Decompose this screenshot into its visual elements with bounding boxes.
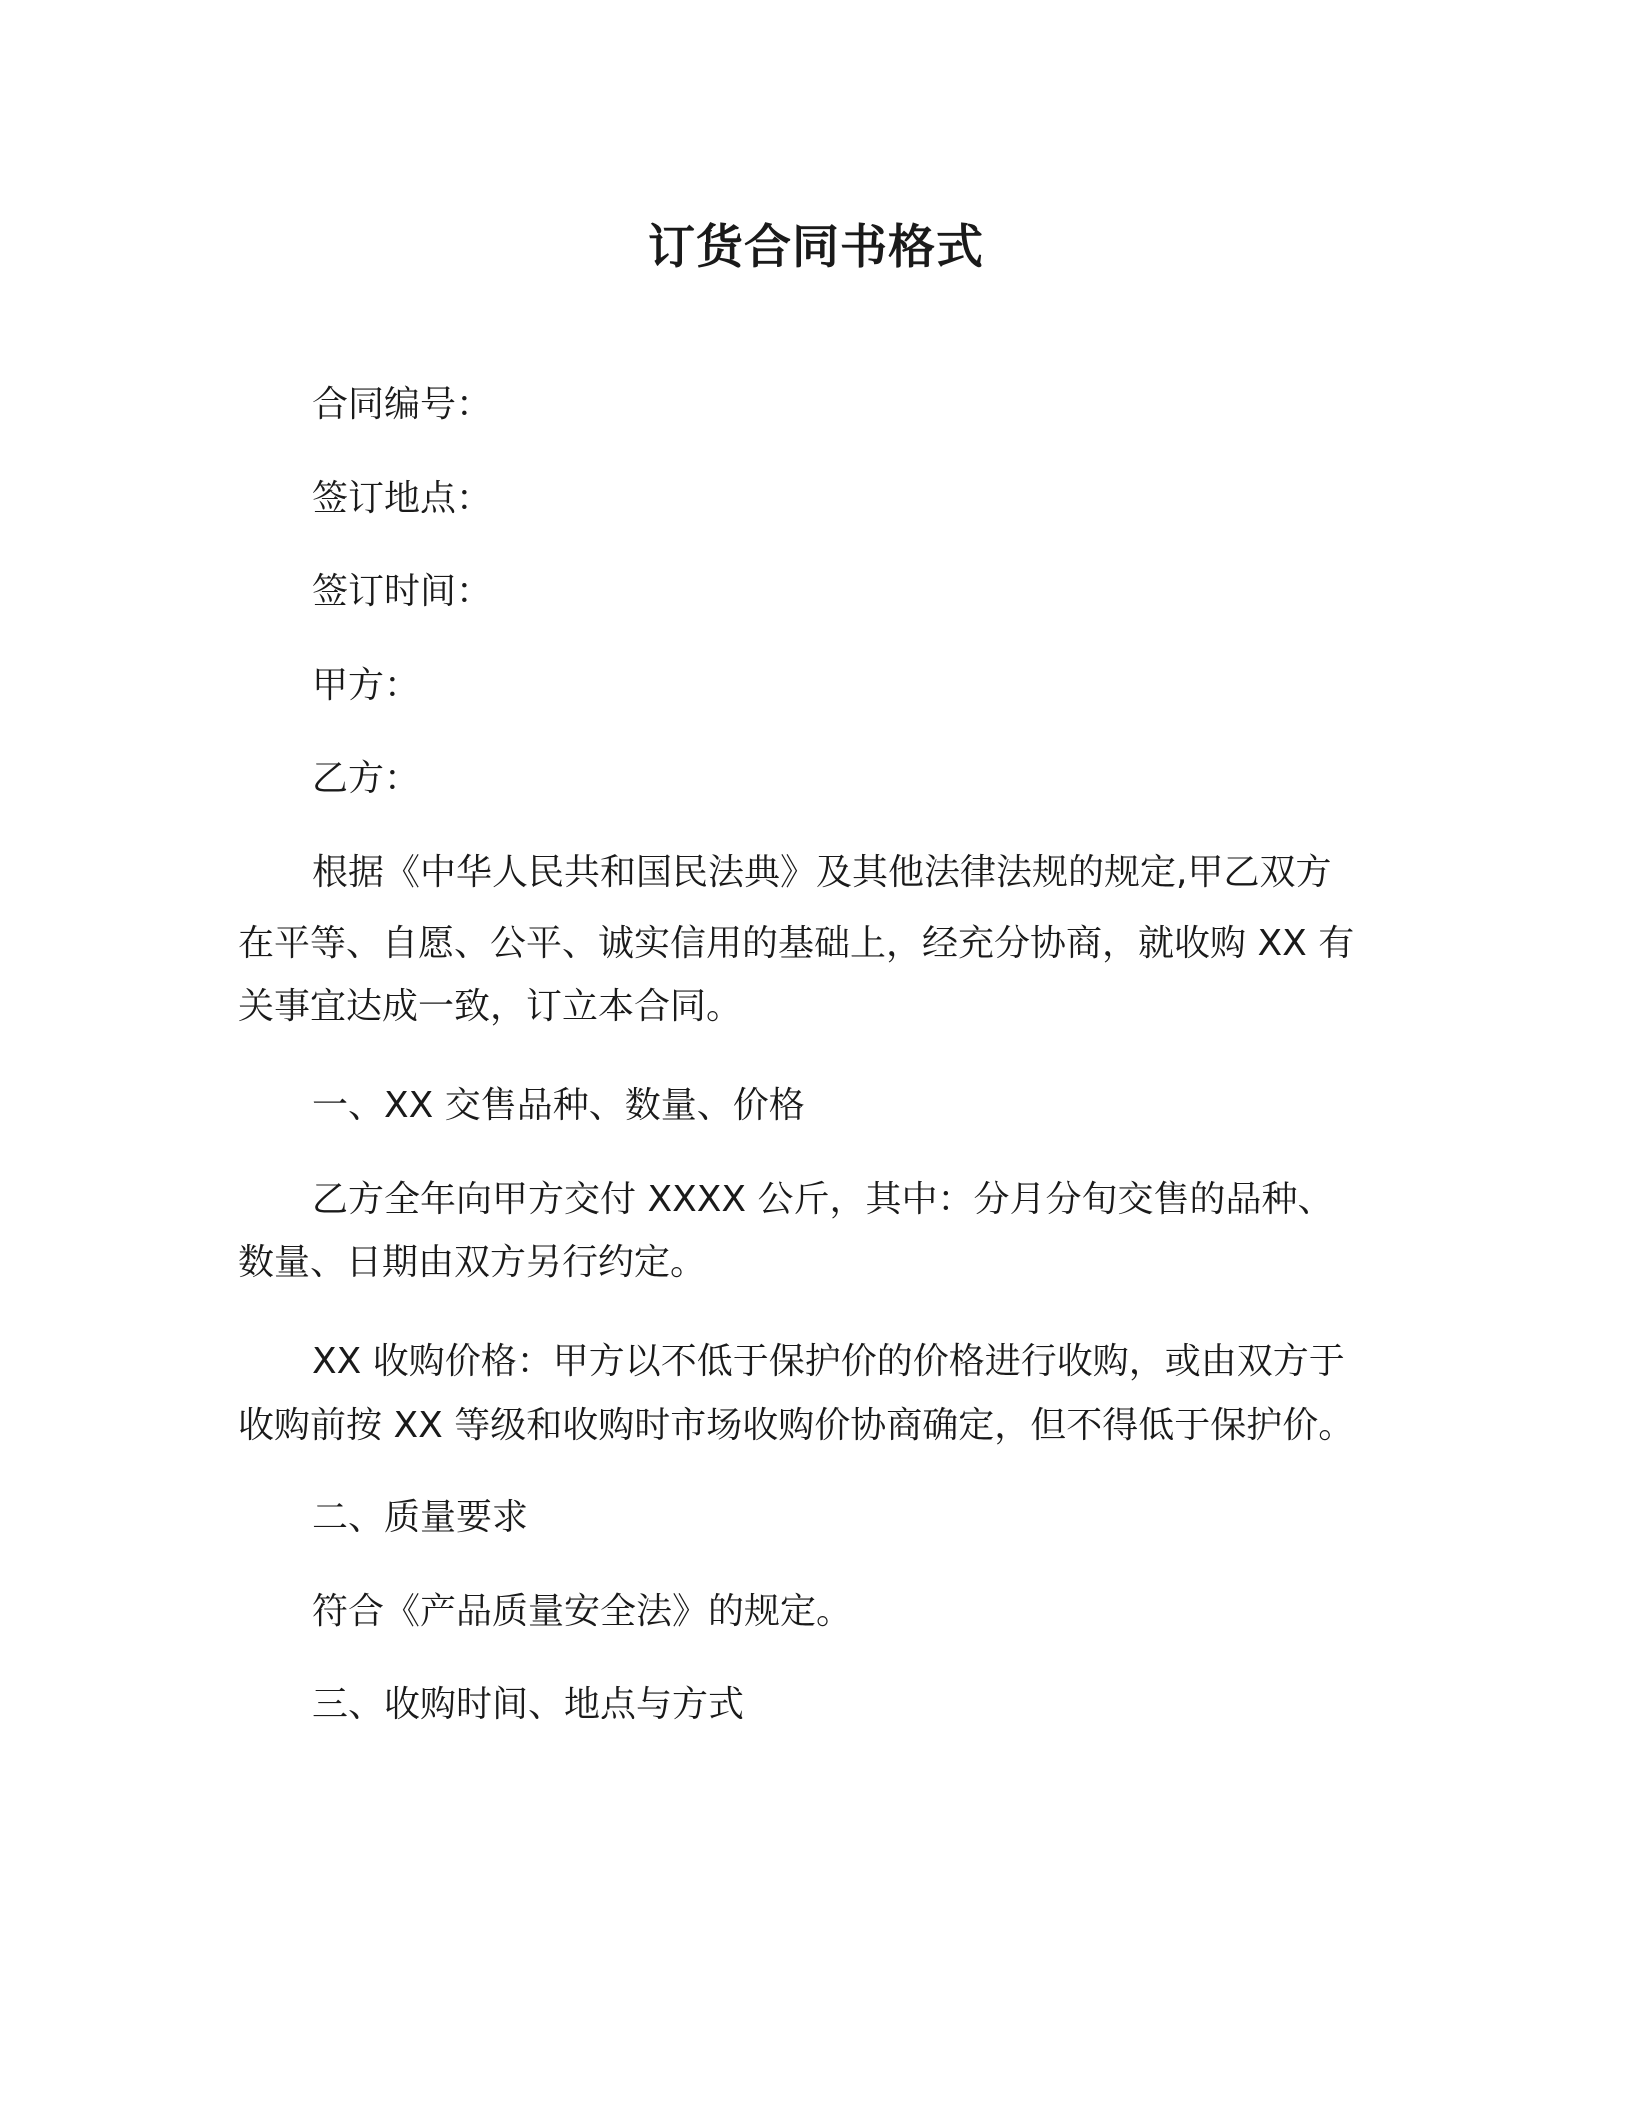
section-1-para-2-line-1: XX 收购价格：甲方以不低于保护价的价格进行收购，或由双方于	[312, 1341, 1345, 1382]
section-1-para-2-line-2: 收购前按 XX 等级和收购时市场收购价协商确定，但不得低于保护价。	[238, 1405, 1355, 1446]
section-2-paragraph: 符合《产品质量安全法》的规定。	[312, 1591, 853, 1632]
section-3-heading: 三、收购时间、地点与方式	[312, 1684, 745, 1725]
field-signing-place: 签订地点：	[312, 478, 493, 519]
intro-line-1: 根据《中华人民共和国民法典》及其他法律法规的规定,甲乙双方	[312, 852, 1332, 893]
field-signing-time: 签订时间：	[312, 571, 493, 612]
section-1-para-1-line-1: 乙方全年向甲方交付 XXXX 公斤，其中：分月分旬交售的品种、	[312, 1179, 1334, 1220]
section-2-heading: 二、质量要求	[312, 1497, 529, 1538]
section-1-para-1-line-2: 数量、日期由双方另行约定。	[238, 1242, 707, 1283]
field-party-b: 乙方：	[312, 758, 421, 799]
intro-line-3: 关事宜达成一致，订立本合同。	[238, 986, 743, 1027]
section-1-heading: 一、XX 交售品种、数量、价格	[312, 1085, 805, 1126]
field-contract-number: 合同编号：	[312, 384, 493, 425]
document-title: 订货合同书格式	[648, 220, 984, 275]
intro-line-2: 在平等、自愿、公平、诚实信用的基础上，经充分协商，就收购 XX 有	[238, 923, 1355, 964]
field-party-a: 甲方：	[312, 665, 421, 706]
